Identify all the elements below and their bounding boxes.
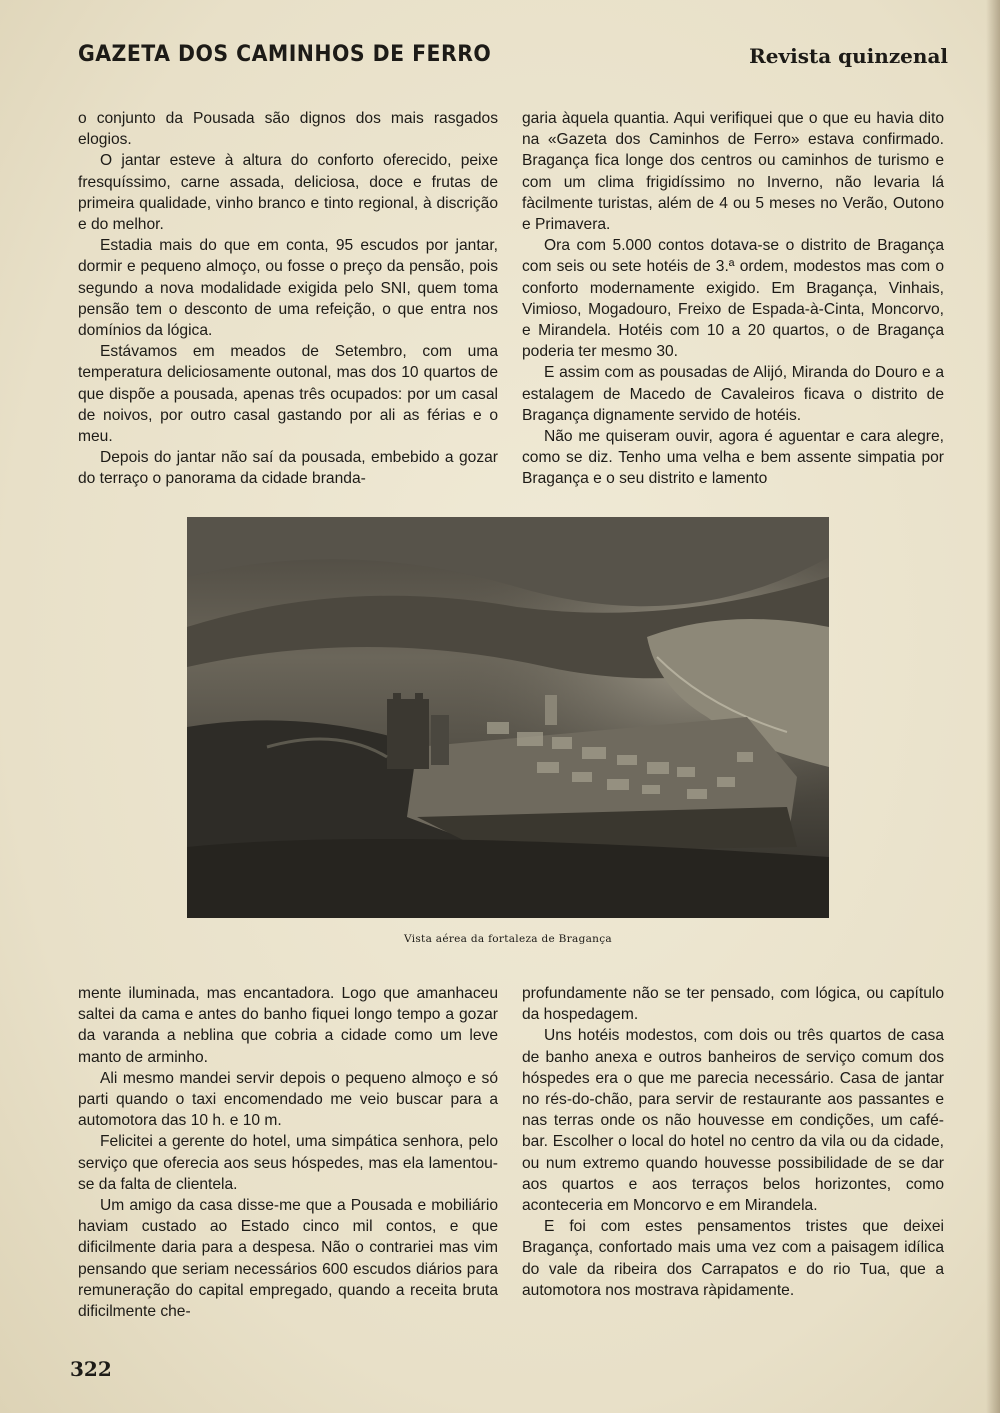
text-column-top-right — [522, 108, 944, 490]
paragraph: Depois do jantar não saí da pousada, embebido a gozar do terraço o panorama da cidade branda- — [78, 449, 498, 488]
paragraph: o conjunto da Pousada são dignos dos mais rasgados elogios. — [78, 110, 498, 149]
paragraph: Estadia mais do que em conta, 95 escudos por jantar, dormir e pequeno almoço, ou fosse o preço da pensão, pois segundo a nova modalidade exigida pelo SNI, quem toma pensão tem o desconto de uma refeição, o que entra nos domínios da lógica. — [78, 237, 498, 340]
photo-caption: Vista aérea da fortaleza de Bragança — [404, 933, 612, 945]
text-column-bottom-right — [522, 983, 944, 1301]
paragraph: Um amigo da casa disse-me que a Pousada e mobiliário haviam custado ao Estado cinco mil contos, e que dificilmente daria para a despesa. Não o contrariei mas vim pensando que seriam necessários 600 escudos diários para remuneração do capital empregado, quando a receita bruta dificilmente che- — [78, 1197, 498, 1321]
page-edge-shadow — [986, 0, 1000, 1413]
page-number: 322 — [70, 1357, 112, 1381]
paragraph: Não me quiseram ouvir, agora é aguentar e cara alegre, como se diz. Tenho uma velha e bem assente simpatia por Bragança e o seu distrito e lamento — [522, 428, 944, 488]
publication-subtitle: Revista quinzenal — [749, 44, 948, 68]
paragraph: Uns hotéis modestos, com dois ou três quartos de casa de banho anexa e outros banheiros de serviço comum dos hóspedes era o que me parecia necessário. Casa de jantar no rés-do-chão, para servir de restaurante aos passantes e nas terras onde os não houvesse em condições, um café-bar. Escolher o local do hotel no centro da vila ou da cidade, ou num extremo quando houvesse possibilidade de se dar aos quartos e aos terraços belos horizontes, como aconteceria em Moncorvo e em Mirandela. — [522, 1027, 944, 1215]
text-column-bottom-left — [78, 983, 498, 1322]
aerial-photo-braganca — [187, 517, 829, 918]
paragraph: E foi com estes pensamentos tristes que deixei Bragança, confortado mais uma vez com a paisagem idílica do vale da ribeira dos Carrapatos e do rio Tua, que a automotora nos mostrava ràpidamente. — [522, 1218, 944, 1299]
paragraph: Felicitei a gerente do hotel, uma simpática senhora, pelo serviço que oferecia aos seus hóspedes, mas ela lamentou-se da falta de clientela. — [78, 1133, 498, 1193]
paragraph: mente iluminada, mas encantadora. Logo que amanhaceu saltei da cama e antes do banho fiquei longo tempo a gozar da varanda a neblina que cobria a cidade como um leve manto de arminho. — [78, 985, 498, 1066]
publication-title: GAZETA DOS CAMINHOS DE FERRO — [78, 42, 492, 67]
paragraph: Ora com 5.000 contos dotava-se o distrito de Bragança com seis ou sete hotéis de 3.ª ordem, modestos mas com o conforto modernamente exigido. Em Bragança, Vinhais, Vimioso, Mogadouro, Freixo de Espada-à-Cinta, Moncorvo, e Mirandela. Hotéis com 10 a 20 quartos, o de Bragança poderia ter mesmo 30. — [522, 237, 944, 361]
paragraph: O jantar esteve à altura do conforto oferecido, peixe fresquíssimo, carne assada, deliciosa, doce e frutas de primeira qualidade, vinho branco e tinto regional, à discrição e do melhor. — [78, 152, 498, 234]
text-column-top-left — [78, 108, 498, 490]
page-header — [78, 42, 948, 76]
paragraph: Ali mesmo mandei servir depois o pequeno almoço e só parti quando o taxi encomendado me veio buscar para a automotora das 10 h. e 10 m. — [78, 1069, 498, 1130]
paragraph: E assim com as pousadas de Alijó, Miranda do Douro e a estalagem de Macedo de Cavaleiros ficava o distrito de Bragança dignamente servido de hotéis. — [522, 364, 944, 424]
paragraph: garia àquela quantia. Aqui verifiquei que o que eu havia dito na «Gazeta dos Caminhos de Ferro» estava confirmado. Bragança fica longe dos centros ou caminhos de turismo e com um clima frigidíssimo no Inverno, não levaria lá fàcilmente turistas, além de 4 ou 5 meses no Verão, Outono e Primavera. — [522, 110, 944, 234]
paragraph: profundamente não se ter pensado, com lógica, ou capítulo da hospedagem. — [522, 985, 944, 1024]
paragraph: Estávamos em meados de Setembro, com uma temperatura deliciosamente outonal, mas dos 10 quartos de que dispõe a pousada, apenas três ocupados: por um casal de noivos, por outro casal gastando por ali as férias e o meu. — [78, 343, 498, 446]
